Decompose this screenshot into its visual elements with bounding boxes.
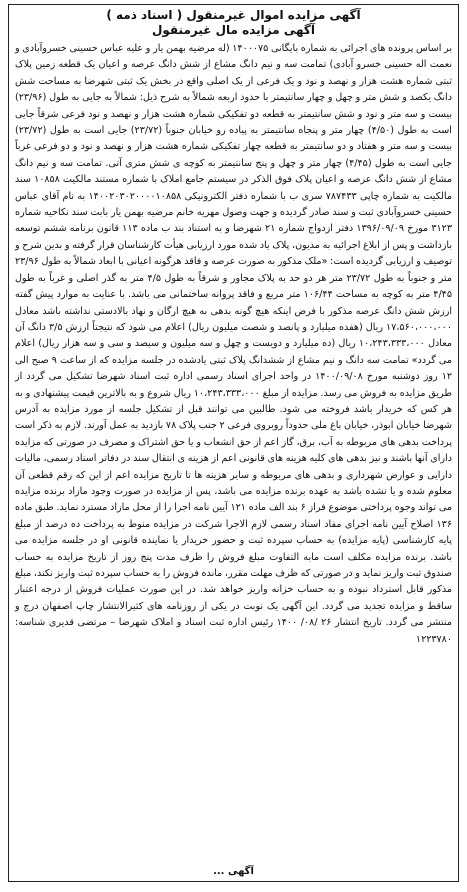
notice-page: [8, 4, 459, 882]
notice-footer: آگهی ...: [213, 866, 254, 877]
notice-title: آگهی مزایده اموال غیرمنقول ( اسناد ذمه ): [106, 8, 361, 22]
notice-header: [9, 5, 458, 38]
notice-subtitle: آگهی مزایده مال غیرمنقول: [151, 23, 316, 37]
notice-body: بر اساس پرونده های اجرائی به شماره بایگانی ۱۴۰۰۰۷۵ (له مرضیه بهمن یار و علیه عباس حسینی خسروآبادی و نعمت اله حسینی خسرو آبادی) تمامت سه و نیم دانگ مشاع از شش دانگ عرصه و اعیان یک قطعه زمین پلاک ثبتی شماره هشت هزار و نهصد و نود و یک فرعی از یک اصلی واقع در بخش یک ثبتی شهرضا به مساحت شش دانگ یکصد و شش متر و چهل و چهار سانتیمتر با حدود اربعه شمالاً به شرح ذیل: شمالاً به جایی به طول (۲۳/۹۶) بیست و سه متر و نود و شش سانتیمتر به قطعه دو تفکیکی شماره هشت هزار و نهصد و نود فرعی شرقاً جایی است به طول (۴/۵۰) چهار متر و پنجاه سانتیمتر به پیاده رو خیابان جنوباً (۲۳/۷۲) جایی است به طول (۲۳/۷۲) بیست و سه متر و هفتاد و دو سانتیمتر به قطعه چهار تفکیکی شماره هشت هزار و نهصد و نود و دو فرعی غرباً جایی است به طول (۴/۴۵) چهار متر و چهل و پنج سانتیمتر به کوچه ی شش متری آتی. تمامت سه و نیم دانگ مشاع از شش دانگ عرصه و اعیان پلاک فوق الذکر در سیستم جامع املاک با شماره مستند مالکیت ۱۰۸۵۸ سند مالکیت به شماره چاپی ۷۸۷۴۳۳ سری ب با شماره دفتر الکترونیکی ۱۴۰۰۲۰۳۰۲۰۰۰۰۱۰۸۵۸ به نام آقای عباس حسینی خسروآبادی ثبت و سند صادر گردیده و جهت وصول مهریه خانم مرضیه بهمن یار بابت سند نکاحیه شماره ۳۱۲۳ مورخ ۱۳۹۶/۰۹/۰۹ دفتر ازدواج شماره ۲۱ شهرضا و به استناد بند ب ماده ۱۱۳ قانون برنامه ششم توسعه بازداشت و پس از ابلاغ اجرائیه به مدیون، پلاک یاد شده مورد ارزیابی هیأت کارشناسان قرار گرفته و بدین شرح و توصیف و ارزیابی گردیده است: «ملک مذکور به صورت عرصه و فاقد هرگونه اعیانی با ابعاد شمالاً به طول ۲۳/۹۶ متر و جنوباً به طول ۲۳/۷۲ متر هر دو حد به پلاک مجاور و شرقاً به طول ۴/۵ متر به گذر اصلی و غرباً به طول ۴/۴۵ متر به کوچه به مساحت ۱۰۶/۴۴ متر مربع و فاقد پروانه ساختمانی می باشد. با عنایت به موارد پیش گفته ارزش شش دانگ عرصه مذکور با فرض اینکه هیچ گونه بدهی به هیچ ارگان و نهاد بالادستی نداشته باشد معادل ۱۷،۵۶۰،۰۰۰،۰۰۰ ریال (هفده میلیارد و پانصد و شصت میلیون ریال) اعلام می شود که نتیجتاً ارزش ۳/۵ دانگ آن معادل ۱۰،۲۴۳،۳۳۳،۰۰۰ ریال (ده میلیارد و دویست و چهل و سه میلیون و سیصد و سی و سه هزار ریال) اعلام می گردد» تمامت سه دانگ و نیم مشاع از ششدانگ پلاک ثبتی یادشده در جلسه مزایده که از ساعت ۹ صبح الی ۱۲ روز دوشنبه مورخ ۱۴۰۰/۰۹/۰۸ در واحد اجرای اسناد رسمی اداره ثبت اسناد شهرضا تشکیل می گردد از طریق مزایده به فروش می رسد. مزایده از مبلغ ۱۰،۲۴۳،۳۳۳،۰۰۰ ریال شروع و به بالاترین قیمت پیشنهادی و به هر کس که خریدار باشد فروخته می شود. طالبین می توانند قبل از تشکیل جلسه از مورد مزایده به آدرس شهرضا خیابان ابوذر، خیابان باغ ملی حدوداً روبروی فرعی ۲ جنب پلاک ۷۸ بازدید به عمل آورند. لازم به ذکر است پرداخت بدهی های مربوطه به آب، برق، گاز اعم از حق انشعاب و یا حق اشتراک و مصرف در صورتی که مزایده دارای آنها باشند و نیز بدهی های کلیه هزینه های قانونی اعم از هزینه ی انتقال سند در دفاتر اسناد رسمی، مالیات دارایی و عوارض شهرداری و بدهی های مربوطه و سایر هزینه ها تا تاریخ مزایده اعم از این که رقم قطعی آن معلوم شده و یا نشده باشد به عهده برنده مزایده می باشد، پس از مزایده در صورت وجود مازاد برنده مزایده می تواند وجوه پرداختی موضوع فراز ۶ بند الف ماده ۱۲۱ آیین نامه اجرا را از محل مازاد مسترد نماید. طبق ماده ۱۳۶ اصلاح آیین نامه اجرای مفاد اسناد رسمی لازم الاجرا شرکت در مزایده منوط به پرداخت ده درصد از مبلغ پایه کارشناسی (پایه مزایده) به حساب سپرده ثبت و حضور خریدار یا نماینده قانونی او در جلسه مزایده می باشد. برنده مزایده مکلف است مابه التفاوت مبلغ فروش را ظرف مدت پنج روز از تاریخ مزایده به حساب صندوق ثبت واریز نماید و در صورتی که ظرف مهلت مقرر، مانده فروش را به حساب سپرده ثبت واریز نکند، مبلغ مذکور قابل استرداد نبوده و به حساب خزانه واریز خواهد شد. در این صورت عملیات فروش از درجه اعتبار ساقط و مزایده تجدید می گردد. این آگهی یک نوبت در یکی از روزنامه های کثیرالانتشار چاپ اصفهان درج و منتشر می گردد. تاریخ انتشار ۲۶ /۰۸/ ۱۴۰۰ رئیس اداره ثبت اسناد و املاک شهرضا – مرتضی قدیری شناسه: ۱۲۲۳۷۸۰: [15, 43, 453, 645]
